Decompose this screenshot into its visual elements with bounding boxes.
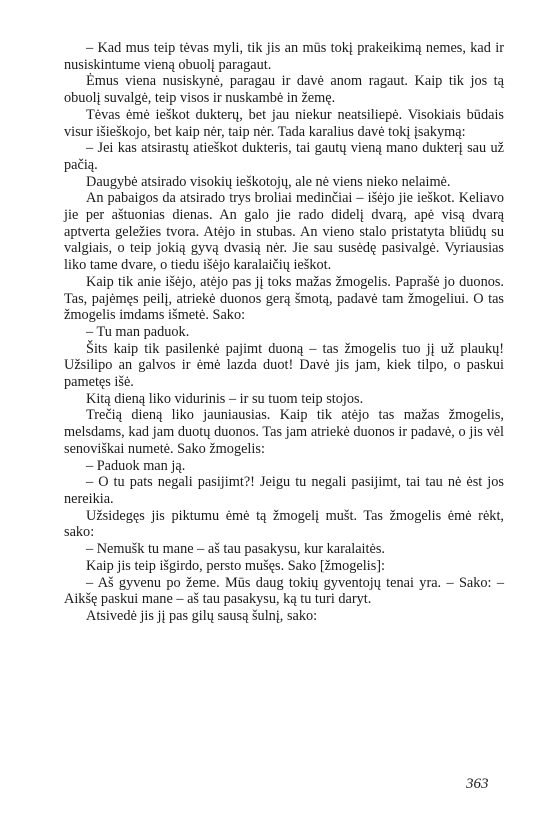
paragraph: Ėmus viena nusiskynė, paragau ir davė anom ragaut. Kaip tik jos tą obuolį suvalgė, teip visos ir nuskambė in žemę. [64, 73, 504, 107]
paragraph: Atsivedė jis jį pas gilų sausą šulnį, sako: [86, 607, 318, 624]
paragraph: An pabaigos da atsirado trys broliai medinčiai – išėjo jie ieškot. Keliavo jie per aštuonias dienas. An galo jie rado didelį dvarą, apė visą dvarą aptverta geležies tvora. Atėjo in stubas. An vieno stalo pristatyta bliūdų su valgiais, o teip jokią gyvą dvasią nėr. Jie sau susėdę pasivalgė. Vyriausias liko tame dvare, o tiedu išėjo karalaičių ieškot. [64, 190, 504, 274]
paragraph: Užsidegęs jis piktumu ėmė tą žmogelį mušt. Tas žmogelis ėmė rėkt, sako: [64, 507, 504, 541]
paragraph: Tėvas ėmė ieškot dukterų, bet jau niekur neatsiliepė. Visokiais būdais visur išieškojo, bet kaip nėr, taip nėr. Tada karalius davė tokį įsakymą: [64, 106, 504, 140]
paragraph: Kaip tik anie išėjo, atėjo pas jį toks mažas žmogelis. Paprašė jo duonos. Tas, pajėmęs peilį, atriekė duonos gerą šmotą, padavė tam žmogeliui. O tas žmogelis imdams išmetė. Sako: [64, 273, 504, 324]
paragraph: Trečią dieną liko jauniausias. Kaip tik atėjo tas mažas žmogelis, melsdams, kad jam duotų duonos. Tas jam atriekė duonos ir padavė, o jis vėl senoviškai numetė. Sako žmogelis: [64, 407, 504, 457]
paragraph: – Paduok man ją. [86, 457, 186, 474]
paragraph: – Aš gyvenu po žeme. Mūs daug tokių gyventojų tenai yra. – Sako: – Aikšę paskui mane – aš tau pasakysu, ką tu turi daryt. [64, 574, 504, 608]
paragraph: – O tu pats negali pasijimt?! Jeigu tu negali pasijimt, tai tau nė ėst jos nereikia. [64, 474, 504, 507]
paragraph: – Nemušk tu mane – aš tau pasakysu, kur karalaitės. [86, 541, 385, 558]
paragraph: Kaip jis teip išgirdo, persto mušęs. Sako [žmogelis]: [86, 557, 386, 574]
paragraph: Kitą dieną liko vidurinis – ir su tuom teip stojos. [86, 390, 364, 407]
body-text [64, 40, 504, 625]
paragraph: – Tu man paduok. [86, 323, 190, 340]
paragraph: Šits kaip tik pasilenkė pajimt duoną – tas žmogelis tuo jį už plaukų! Užsilipo an galvos ir ėmė lazda duot! Davė jis jam, kiek tilpo, o paskui pametęs išė. [64, 340, 504, 391]
paragraph: Daugybė atsirado visokių ieškotojų, ale nė viens nieko nelaimė. [86, 173, 451, 190]
page-number: 363 [466, 776, 489, 792]
paragraph: – Kad mus teip tėvas myli, tik jis an mūs tokį prakeikimą nemes, kad ir nusiskintume vieną obuolį paragaut. [64, 40, 504, 73]
paragraph: – Jei kas atsirastų atieškot dukteris, tai gautų vieną mano dukterį sau už pačią. [64, 140, 504, 173]
